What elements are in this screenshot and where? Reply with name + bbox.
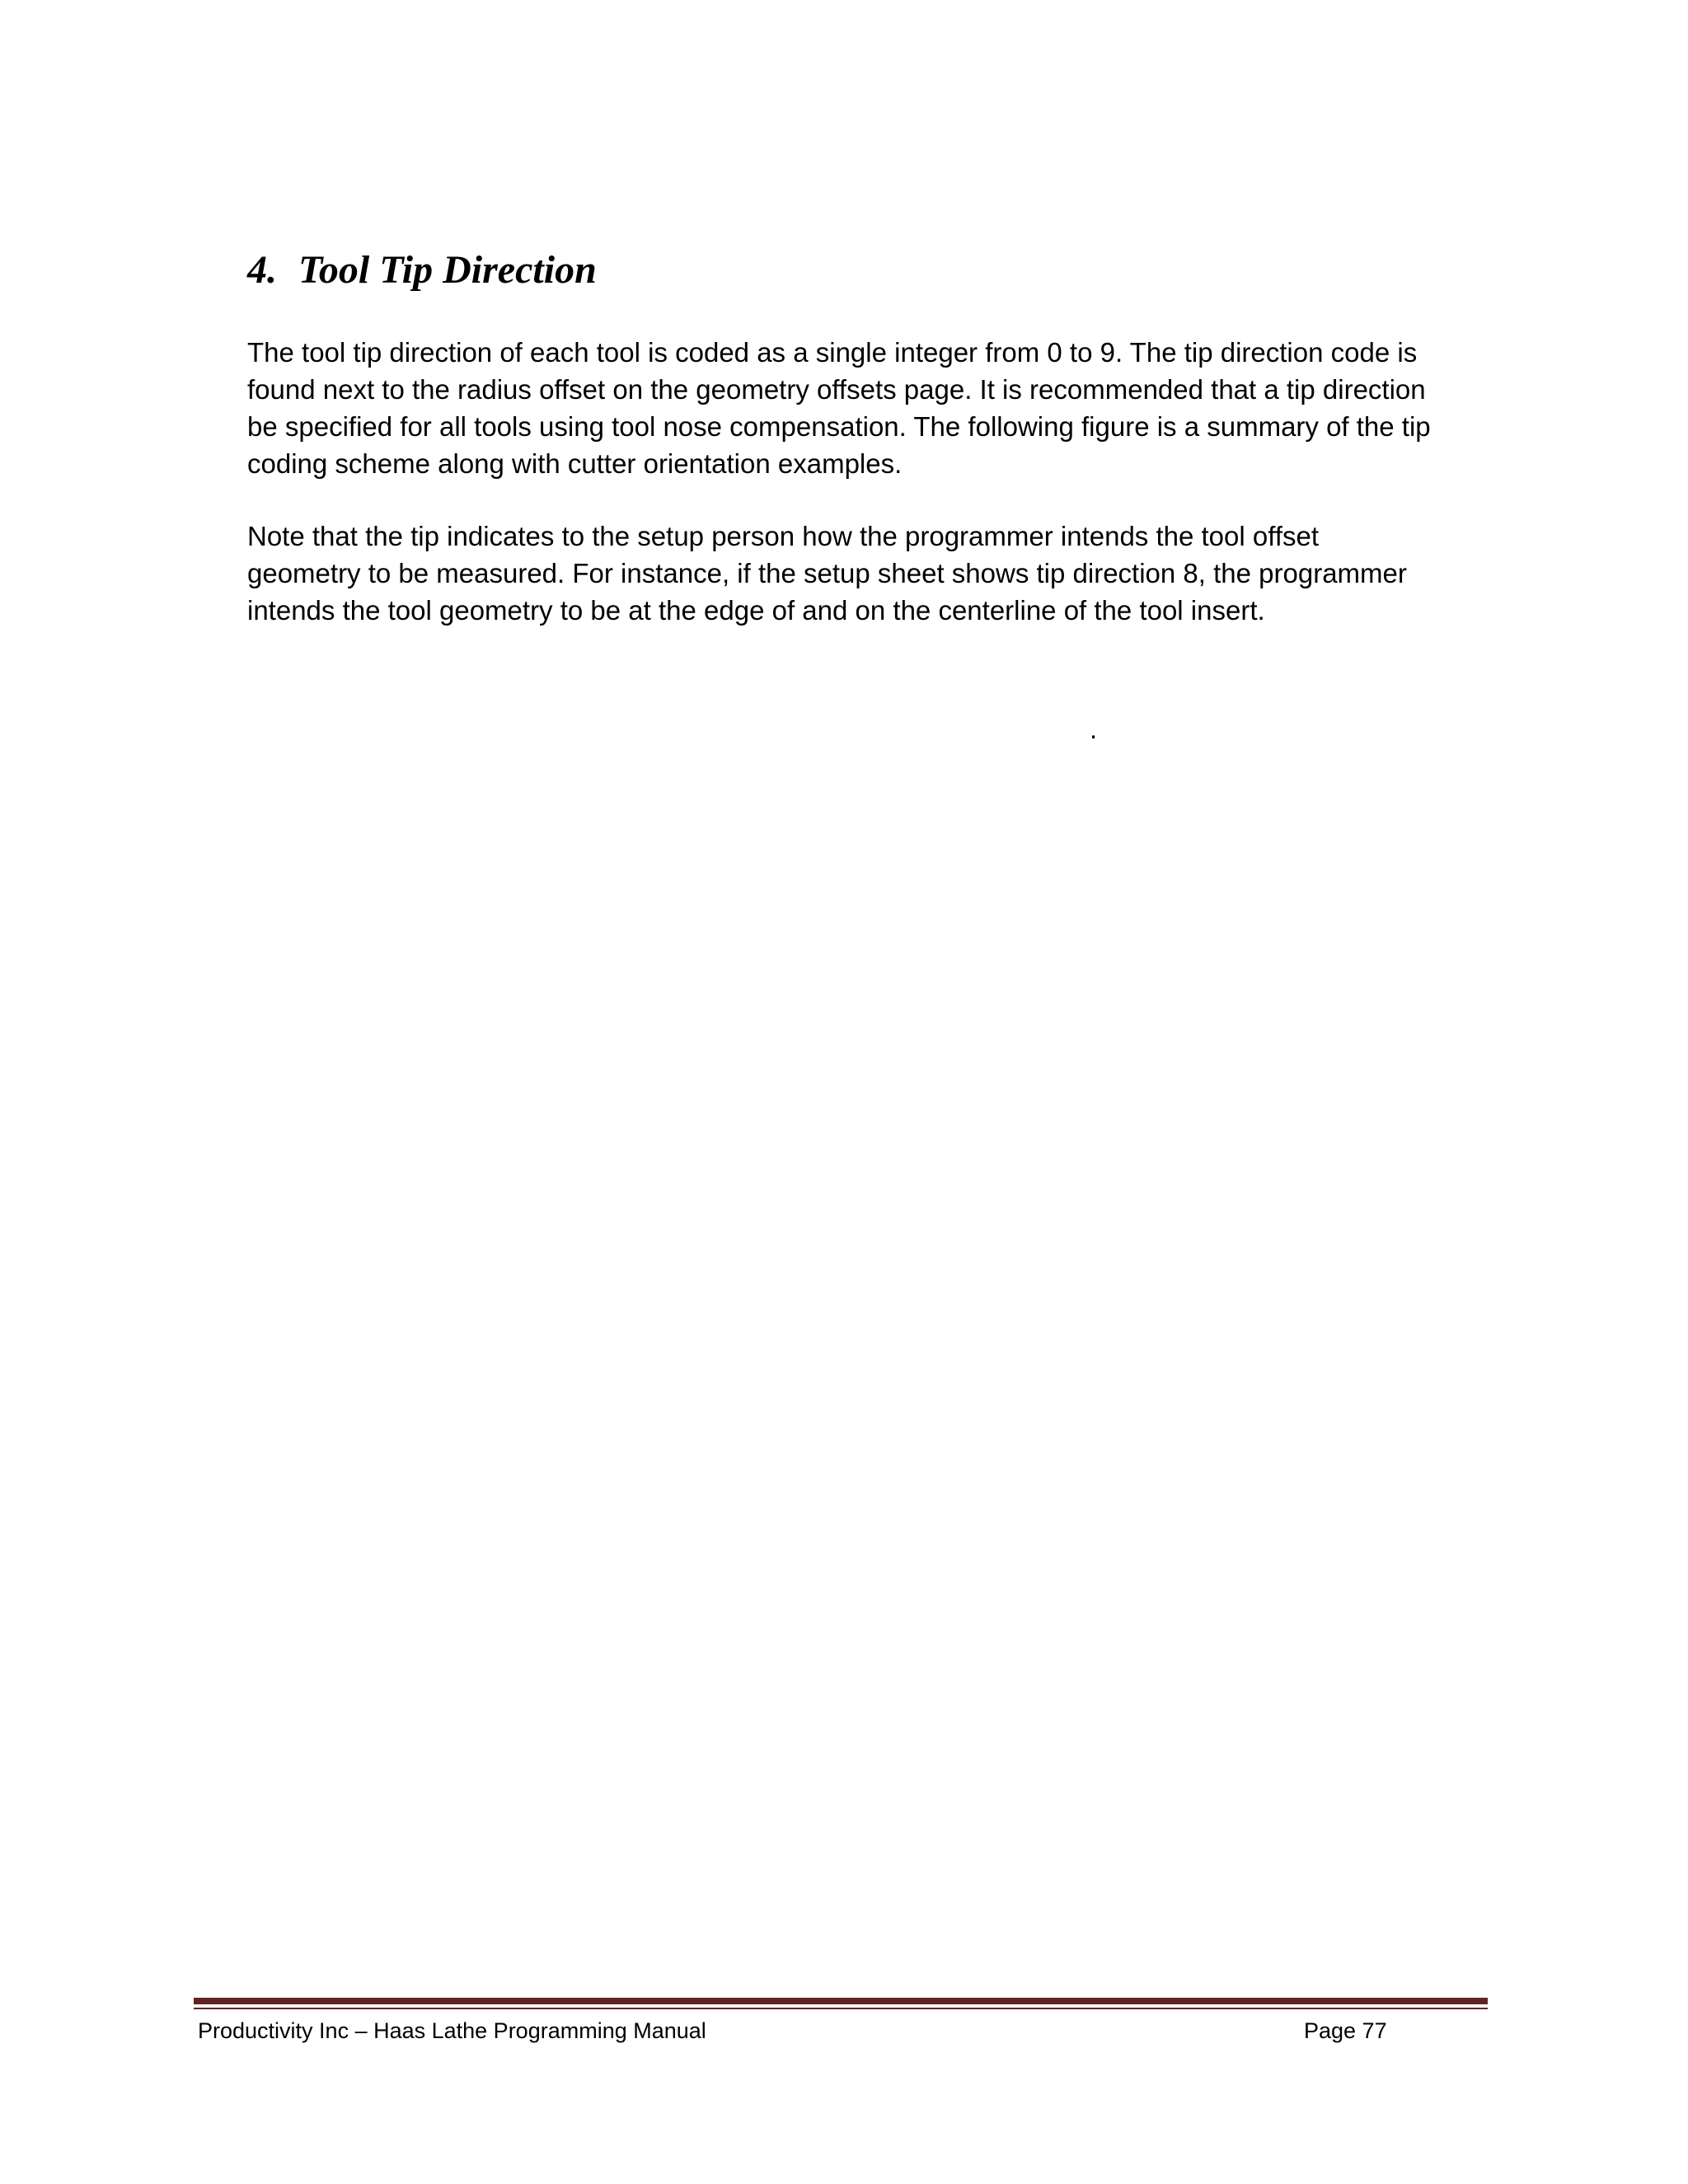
footer-page-number: Page 77	[1304, 2018, 1387, 2043]
paragraph-line: Note that the tip indicates to the setup person how the programmer intends the tool offset	[247, 521, 1320, 551]
section-heading	[247, 244, 597, 297]
footer-document-title: Productivity Inc – Haas Lathe Programming Manual	[198, 2018, 706, 2043]
paragraph-line: be specified for all tools using tool nose compensation. The following figure is a summary of the tip	[247, 411, 1431, 442]
stray-period: .	[1090, 714, 1098, 744]
footer-rule-thick	[194, 1998, 1488, 2004]
paragraph-line: coding scheme along with cutter orientation examples.	[247, 448, 903, 479]
section-number: 4.	[247, 248, 277, 292]
paragraph-line: found next to the radius offset on the geometry offsets page. It is recommended that a tip direction	[247, 374, 1426, 405]
paragraph-line: intends the tool geometry to be at the edge of and on the centerline of the tool insert.	[247, 595, 1265, 626]
section-title: Tool Tip Direction	[298, 248, 597, 292]
paragraph-line: The tool tip direction of each tool is coded as a single integer from 0 to 9. The tip direction code is	[247, 337, 1418, 368]
paragraph-setup-note	[247, 518, 1500, 629]
paragraph-tip-direction-codes	[247, 334, 1500, 482]
footer-rule-thin	[194, 2008, 1488, 2009]
paragraph-line: geometry to be measured. For instance, if the setup sheet shows tip direction 8, the programmer	[247, 558, 1407, 588]
